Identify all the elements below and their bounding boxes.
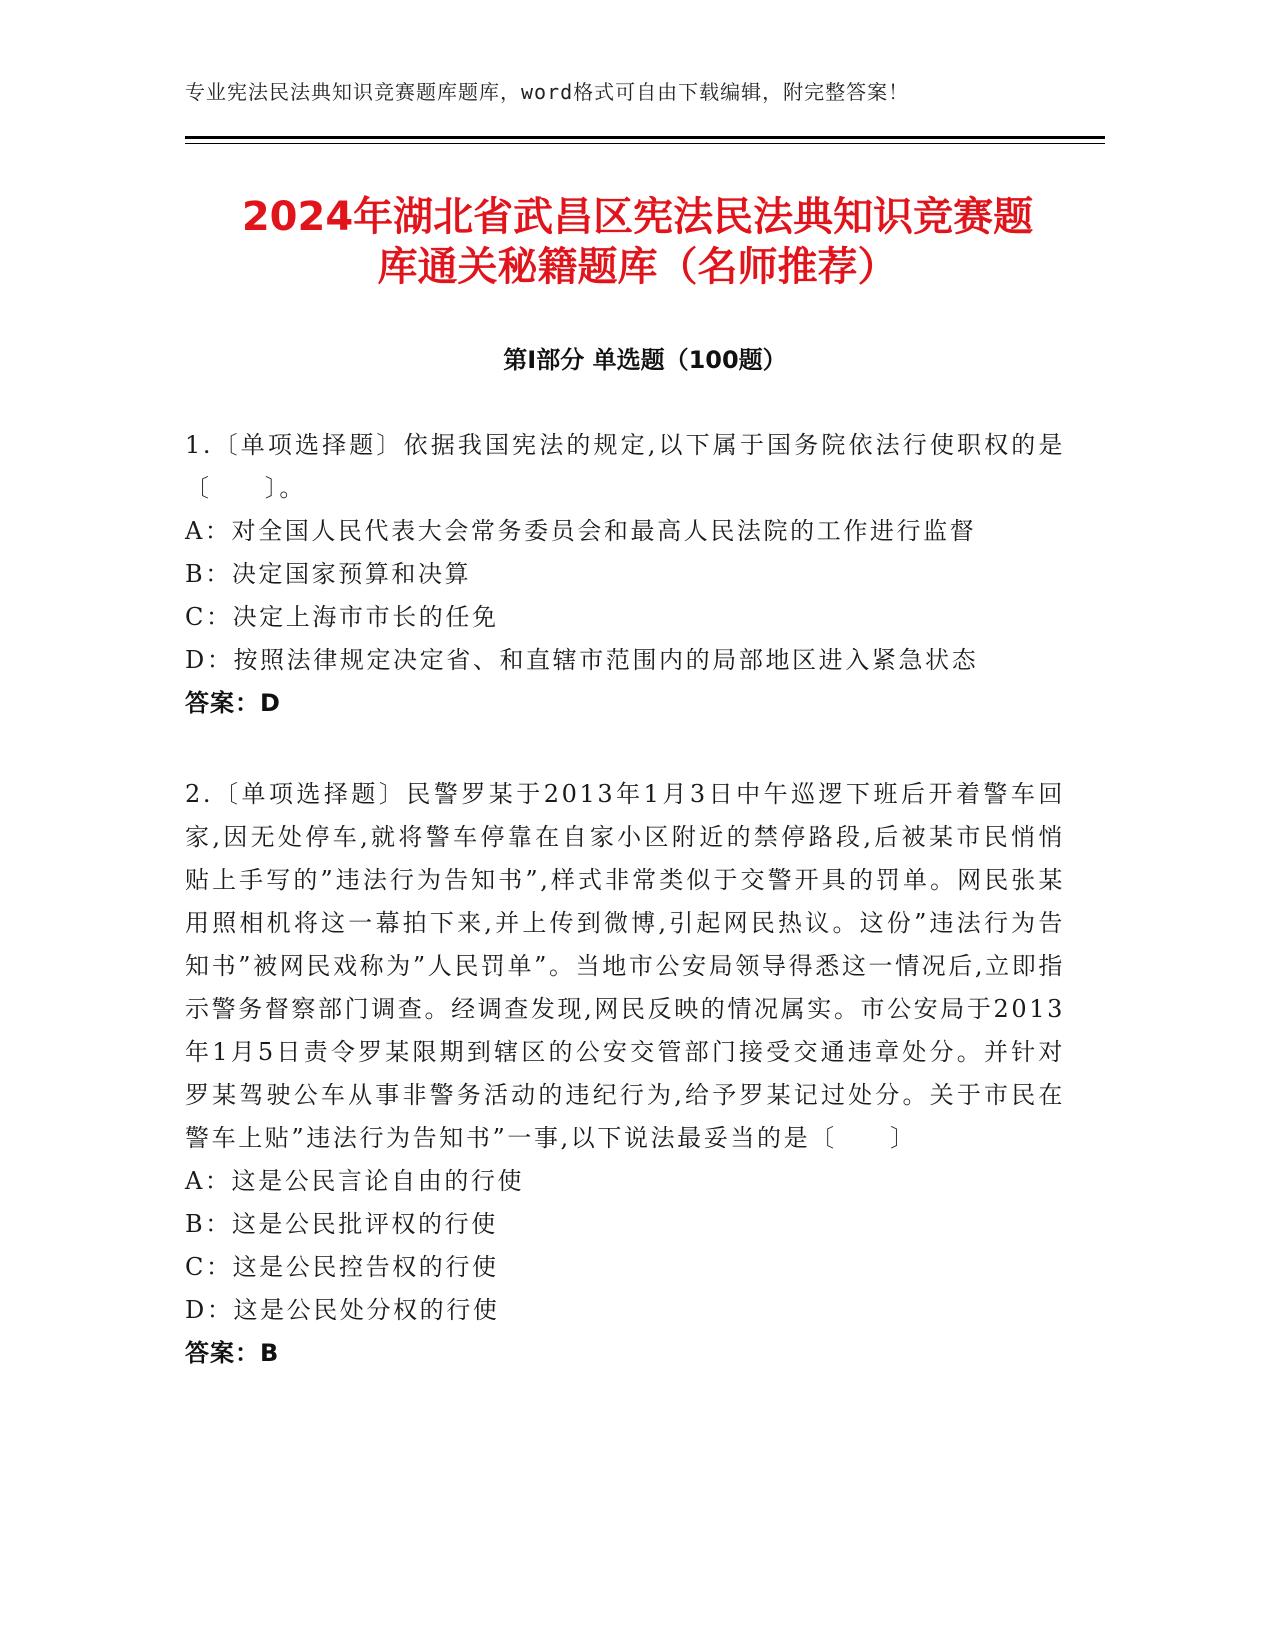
- document-title-line-1: 2024年湖北省武昌区宪法民法典知识竞赛题: [241, 194, 1034, 240]
- question-2-answer: 答案：B: [185, 1339, 280, 1367]
- question-1-option-a: A：对全国人民代表大会常务委员会和最高人民法院的工作进行监督: [185, 517, 977, 545]
- question-2-option-b: B：这是公民批评权的行使: [185, 1210, 498, 1238]
- question-2: [185, 773, 1065, 1375]
- document-title: [120, 192, 1155, 292]
- question-1-option-b: B：决定国家预算和决算: [185, 560, 472, 588]
- question-1-stem: 1.〔单项选择题〕依据我国宪法的规定,以下属于国务院依法行使职权的是〔 〕。: [185, 431, 1065, 502]
- header-note: 专业宪法民法典知识竞赛题库题库，word格式可自由下载编辑，附完整答案！: [185, 80, 910, 104]
- question-1-answer: 答案：D: [185, 689, 281, 717]
- question-2-option-c: C：这是公民控告权的行使: [185, 1253, 499, 1281]
- question-2-option-d: D：这是公民处分权的行使: [185, 1296, 500, 1324]
- question-list: [185, 424, 1065, 1423]
- question-2-option-a: A：这是公民言论自由的行使: [185, 1167, 525, 1195]
- question-1-option-c: C：决定上海市市长的任免: [185, 603, 499, 631]
- document-title-line-2: 库通关秘籍题库（名师推荐）: [377, 244, 898, 290]
- question-2-stem: 2.〔单项选择题〕民警罗某于2013年1月3日中午巡逻下班后开着警车回家,因无处停车,就将警车停靠在自家小区附近的禁停路段,后被某市民悄悄贴上手写的”违法行为告知书”,样式非常类似于交警开具的罚单。网民张某用照相机将这一幕拍下来,并上传到微博,引起网民热议。这份”违法行为告知书”被网民戏称为”人民罚单”。当地市公安局领导得悉这一情况后,立即指示警务督察部门调查。经调查发现,网民反映的情况属实。市公安局于2013年1月5日责令罗某限期到辖区的公安交管部门接受交通违章处分。并针对罗某驾驶公车从事非警务活动的违纪行为,给予罗某记过处分。关于市民在警车上贴”违法行为告知书”一事,以下说法最妥当的是〔 〕: [185, 780, 1065, 1152]
- header-rule-thin: [185, 143, 1105, 144]
- question-1: [185, 424, 1065, 725]
- section-heading: 第Ⅰ部分 单选题（100题）: [503, 346, 787, 374]
- header-rule-thick: [185, 136, 1105, 139]
- question-1-option-d: D：按照法律规定决定省、和直辖市范围内的局部地区进入紧急状态: [185, 646, 979, 674]
